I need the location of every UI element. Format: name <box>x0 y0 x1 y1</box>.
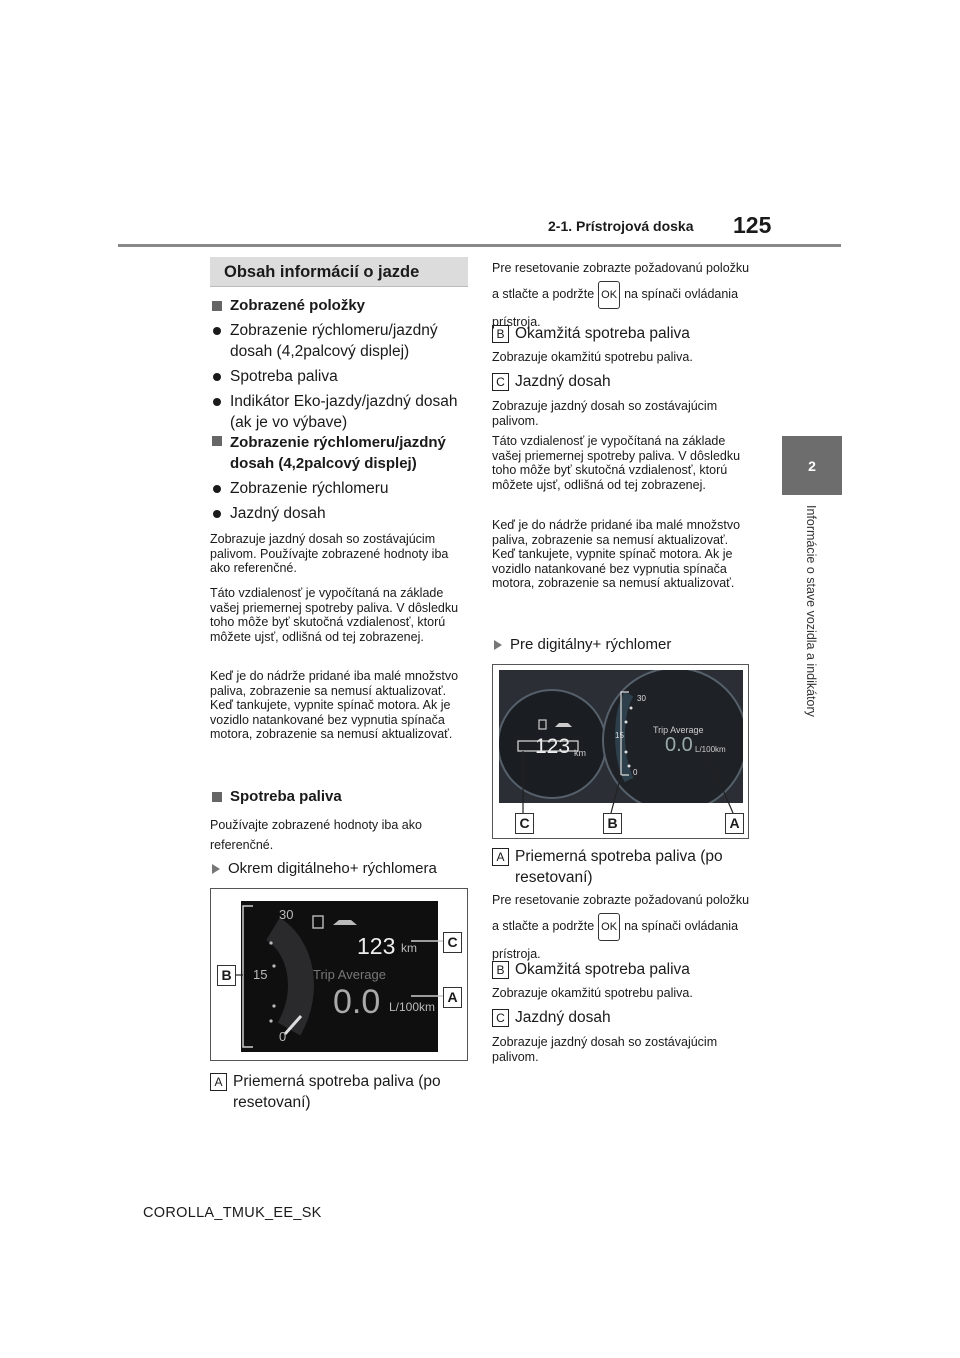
bullet-icon <box>213 373 221 381</box>
condition-heading-1: Okrem digitálneho+ rýchlomera <box>210 860 437 877</box>
paragraph-b: Zobrazuje okamžitú spotrebu paliva. <box>492 350 693 364</box>
subheading-displayed-items: Zobrazené položky <box>210 297 365 314</box>
label-letter: B <box>492 961 509 979</box>
paragraph-range-1: Zobrazuje jazdný dosah so zostávajúcim palivom. Používajte zobrazené hodnoty iba ako referenčné. <box>210 532 449 575</box>
average-unit: L/100km <box>695 745 726 754</box>
range-value: 123 <box>535 735 571 758</box>
ok-button-icon: OK <box>598 913 620 941</box>
callout-c: C <box>443 932 462 953</box>
label-letter: C <box>492 1009 509 1027</box>
range-unit: km <box>574 748 586 758</box>
list-item: Zobrazenie rýchlomeru/jazdný dosah (4,2palcový displej) <box>210 320 472 362</box>
label-letter: A <box>210 1073 227 1091</box>
trip-label: Trip Average <box>313 967 386 982</box>
triangle-icon <box>212 864 220 874</box>
paragraph-reset-2: Pre resetovanie zobrazte požadovanú položku a stlačte a podržte OK na spínači ovládania prístroja. <box>492 893 750 961</box>
callout-a: A <box>443 987 462 1008</box>
paragraph-b-2: Zobrazuje okamžitú spotrebu paliva. <box>492 986 693 1000</box>
ok-button-icon: OK <box>598 281 620 309</box>
list-item: Zobrazenie rýchlomeru <box>210 478 472 499</box>
scale-label: 30 <box>637 694 646 703</box>
list-item: Spotreba paliva <box>210 366 472 387</box>
label-c-right: C Jazdný dosah <box>492 371 611 392</box>
callout-c: C <box>515 813 534 834</box>
average-unit: L/100km <box>389 1000 436 1014</box>
bullet-icon <box>213 510 221 518</box>
scale-label: 15 <box>615 731 624 740</box>
subheading-speedometer: Zobrazenie rýchlomeru/jazdný dosah (4,2palcový displej) <box>210 432 472 474</box>
bullet-list-2 <box>210 478 472 524</box>
scale-label: 0 <box>633 768 638 777</box>
chapter-title: 2-1. Prístrojová doska <box>548 218 694 234</box>
list-item: Jazdný dosah <box>210 503 472 524</box>
scale-label: 30 <box>279 907 294 922</box>
paragraph-fuel: Používajte zobrazené hodnoty iba ako referenčné. <box>210 818 422 852</box>
callout-a: A <box>725 813 744 834</box>
range-unit: km <box>401 941 417 955</box>
callout-b: B <box>603 813 622 834</box>
header-rule <box>118 244 841 247</box>
callout-lines <box>211 889 469 1062</box>
label-letter: A <box>492 848 509 866</box>
square-bullet-icon <box>212 792 222 802</box>
chapter-side-text: Informácie o stave vozidla a indikátory <box>804 505 818 717</box>
bullet-icon <box>213 398 221 406</box>
subheading-fuel: Spotreba paliva <box>210 788 342 805</box>
bullet-icon <box>213 327 221 335</box>
section-title: Obsah informácií o jazde <box>210 257 468 287</box>
range-value: 123 <box>357 933 396 959</box>
label-letter: C <box>492 373 509 391</box>
label-c-right-2: C Jazdný dosah <box>492 1007 611 1028</box>
average-value: 0.0 <box>333 983 381 1021</box>
label-letter: B <box>492 325 509 343</box>
paragraph-reset-1: Pre resetovanie zobrazte požadovanú položku a stlačte a podržte OK na spínači ovládania prístroja. <box>492 261 750 329</box>
figure-meter-standard <box>210 888 468 1061</box>
paragraph-c-4: Zobrazuje jazdný dosah so zostávajúcim palivom. <box>492 1035 718 1064</box>
paragraph-c-2: Táto vzdialenosť je vypočítaná na základe vašej priemernej spotreby paliva. V dôsledku toho môže byť skutočná vzdialenosť, ktorú môžete ujsť, odlišná od tej zobrazenej. <box>492 434 741 492</box>
label-b-right: B Okamžitá spotreba paliva <box>492 323 690 344</box>
figure-meter-digital <box>492 664 749 839</box>
square-bullet-icon <box>212 436 222 446</box>
trip-label: Trip Average <box>653 725 704 735</box>
paragraph-c-3: Keď je do nádrže pridané iba malé množstvo paliva, zobrazenie sa nemusí aktualizovať. Keď tankujete, vypnite spínač motora. Ak je vozidlo natankované bez vypnutia spínača motora, zobrazenie sa nemusí aktualizovať. <box>492 518 741 590</box>
footer-doc-code: COROLLA_TMUK_EE_SK <box>143 1205 322 1221</box>
list-item: Indikátor Eko-jazdy/jazdný dosah (ak je vo výbave) <box>210 391 472 433</box>
scale-label: 15 <box>253 967 268 982</box>
callout-b: B <box>217 965 236 986</box>
paragraph-c-1: Zobrazuje jazdný dosah so zostávajúcim palivom. <box>492 399 718 428</box>
label-a-right: A Priemerná spotreba paliva (po resetovaní) <box>492 846 754 888</box>
scale-label: 0 <box>279 1029 287 1044</box>
page-number: 125 <box>733 212 772 238</box>
label-a-left: A Priemerná spotreba paliva (po resetovaní) <box>210 1071 472 1113</box>
average-value: 0.0 <box>665 734 693 756</box>
triangle-icon <box>494 640 502 650</box>
square-bullet-icon <box>212 301 222 311</box>
chapter-tab: 2 <box>782 436 842 495</box>
paragraph-range-3: Keď je do nádrže pridané iba malé množstvo paliva, zobrazenie sa nemusí aktualizovať. Keď tankujete, vypnite spínač motora. Ak je vozidlo natankované bez vypnutia spínača motora, zobrazenie sa nemusí aktualizovať. <box>210 669 459 741</box>
paragraph-range-2: Táto vzdialenosť je vypočítaná na základe vašej priemernej spotreby paliva. V dôsledku toho môže byť skutočná vzdialenosť, ktorú môžete ujsť, odlišná od tej zobrazenej. <box>210 586 459 644</box>
condition-heading-2: Pre digitálny+ rýchlomer <box>492 636 671 653</box>
bullet-icon <box>213 485 221 493</box>
bullet-list-1 <box>210 320 472 433</box>
label-b-right-2: B Okamžitá spotreba paliva <box>492 959 690 980</box>
